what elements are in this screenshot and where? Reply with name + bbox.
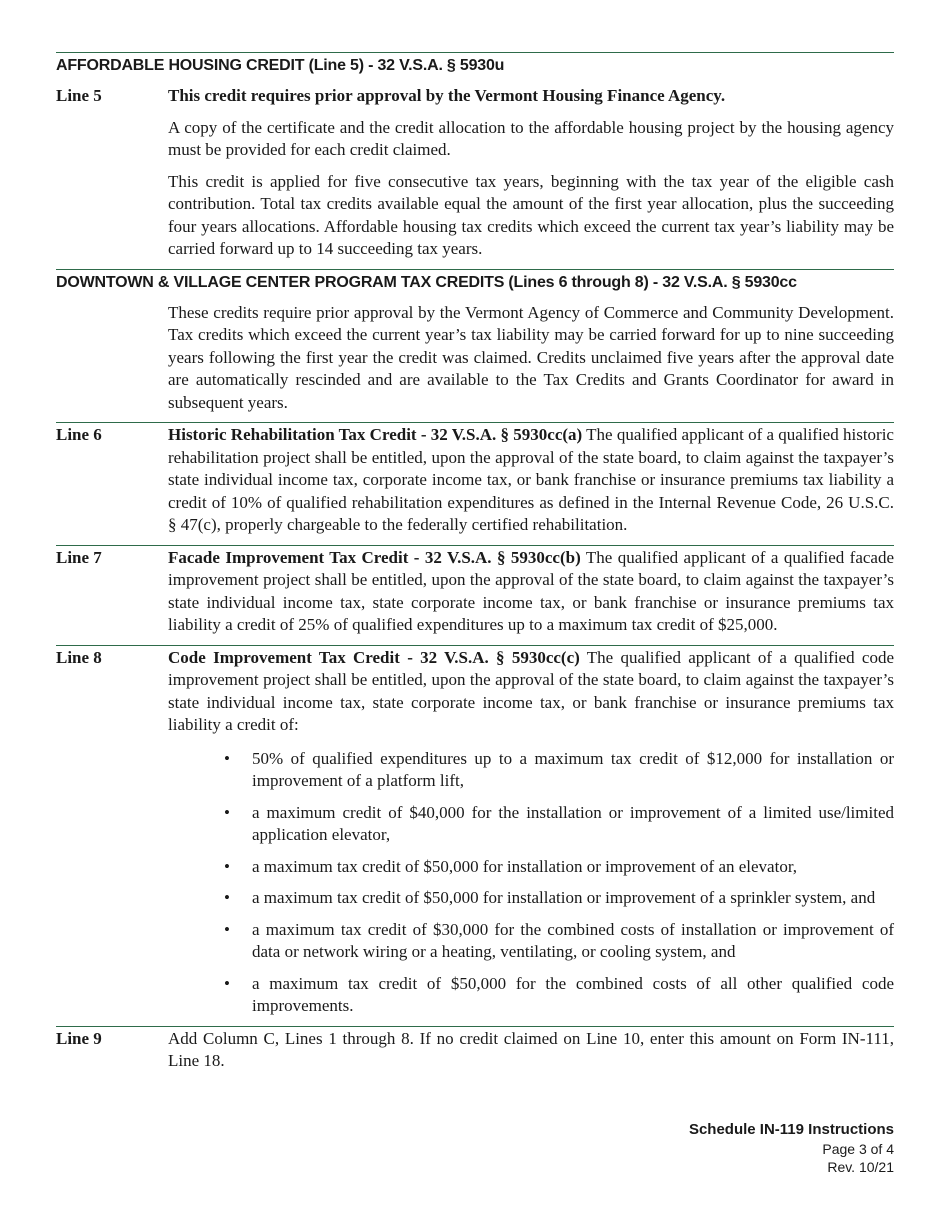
line-label: Line 8	[56, 647, 102, 667]
section-title-downtown-village: DOWNTOWN & VILLAGE CENTER PROGRAM TAX CREDITS (Lines 6 through 8) - 32 V.S.A. § 5930cc	[56, 273, 797, 291]
line-5-entry	[56, 85, 894, 261]
bullet-icon: •	[224, 802, 230, 822]
line-6-text: The qualified applicant of a qualified historic rehabilitation project shall be entitled, upon the approval of the state board, to claim against the taxpayer’s state individual income tax, corporate income tax, or bank franchise or insurance premiums tax liability a credit of 10% of qualified rehabilitation expenditures as defined in the Internal Revenue Code, 26 U.S.C. § 47(c), properly chargeable to the federally certified rehabilitation.	[168, 425, 894, 534]
list-item: • 50% of qualified expenditures up to a maximum tax credit of $12,000 for installation or improvement of a platform lift,	[224, 748, 894, 790]
line-7-text: The qualified applicant of a qualified facade improvement project shall be entitled, upon the approval of the state board, to claim against the taxpayer’s state individual income tax, state corporate income tax, or bank franchise or insurance premiums tax liability a credit of 25% of qualified expenditures up to a maximum tax credit of $25,000.	[168, 547, 894, 634]
line-5-paragraph-1: A copy of the certificate and the credit allocation to the affordable housing project by the housing agency must be provided for each credit claimed.	[168, 117, 894, 159]
line-9-entry	[56, 1027, 894, 1073]
list-item: • a maximum tax credit of $50,000 for the combined costs of all other qualified code improvements.	[224, 973, 894, 1015]
line-6-title: Historic Rehabilitation Tax Credit - 32 V.S.A. § 5930cc(a)	[168, 425, 583, 444]
list-item: • a maximum tax credit of $50,000 for installation or improvement of a sprinkler system, and	[168, 887, 894, 910]
bullet-icon: •	[224, 973, 230, 993]
line-7-entry	[56, 546, 894, 637]
line-8-entry	[56, 646, 894, 1018]
list-item: • a maximum tax credit of $50,000 for installation or improvement of an elevator,	[168, 856, 894, 879]
line-8-title: Code Improvement Tax Credit - 32 V.S.A. § 5930cc(c)	[168, 647, 580, 667]
section-title-affordable-housing: AFFORDABLE HOUSING CREDIT (Line 5) - 32 V.S.A. § 5930u	[56, 57, 505, 74]
code-improvement-list	[168, 748, 894, 1018]
line-label: Line 9	[56, 1028, 102, 1048]
line-5-heading: This credit requires prior approval by the Vermont Housing Finance Agency.	[168, 86, 726, 105]
document-page	[56, 52, 894, 1073]
list-item: • a maximum credit of $40,000 for the installation or improvement of a limited use/limited application elevator,	[224, 802, 894, 844]
line-label: Line 5	[56, 86, 102, 105]
bullet-icon: •	[224, 748, 230, 768]
line-9-text: Add Column C, Lines 1 through 8. If no credit claimed on Line 10, enter this amount on Form IN-111, Line 18.	[168, 1028, 894, 1070]
footer-page-number: Page 3 of 4	[822, 1141, 894, 1157]
bullet-icon: •	[224, 856, 230, 876]
list-item: • a maximum tax credit of $30,000 for the combined costs of installation or improvement of data or network wiring or a heating, ventilating, or cooling system, and	[224, 919, 894, 961]
line-label: Line 7	[56, 547, 102, 567]
downtown-intro-text: These credits require prior approval by the Vermont Agency of Commerce and Community Development. Tax credits which exceed the current year’s tax liability may be carried forward for up to nine succeeding years following the first year the credit was claimed. Credits unclaimed five years after the approval date are automatically rescinded and are available to the Tax Credits and Grants Coordinator for award in subsequent years.	[168, 302, 894, 412]
line-label: Line 6	[56, 425, 102, 444]
footer-revision: Rev. 10/21	[827, 1159, 894, 1175]
line-5-paragraph-2: This credit is applied for five consecutive tax years, beginning with the tax year of the eligible cash contribution. Total tax credits available equal the amount of the first year allocation, plus the succeeding four years allocations. Affordable housing tax credits which exceed the current tax year’s liability may be carried forward up to 14 succeeding tax years.	[168, 171, 894, 258]
footer-title: Schedule IN-119 Instructions	[688, 1121, 894, 1138]
downtown-intro	[56, 302, 894, 415]
bullet-icon: •	[224, 919, 230, 939]
line-8-text: The qualified applicant of a qualified code improvement project shall be entitled, upon the approval of the state board, to claim against the taxpayer’s state individual income tax, state corporate income tax, or bank franchise or insurance premiums tax liability a credit of:	[168, 647, 894, 734]
page-footer	[689, 1120, 894, 1176]
line-6-entry	[56, 423, 894, 537]
bullet-icon: •	[224, 888, 230, 907]
line-7-title: Facade Improvement Tax Credit - 32 V.S.A. § 5930cc(b)	[168, 547, 581, 567]
